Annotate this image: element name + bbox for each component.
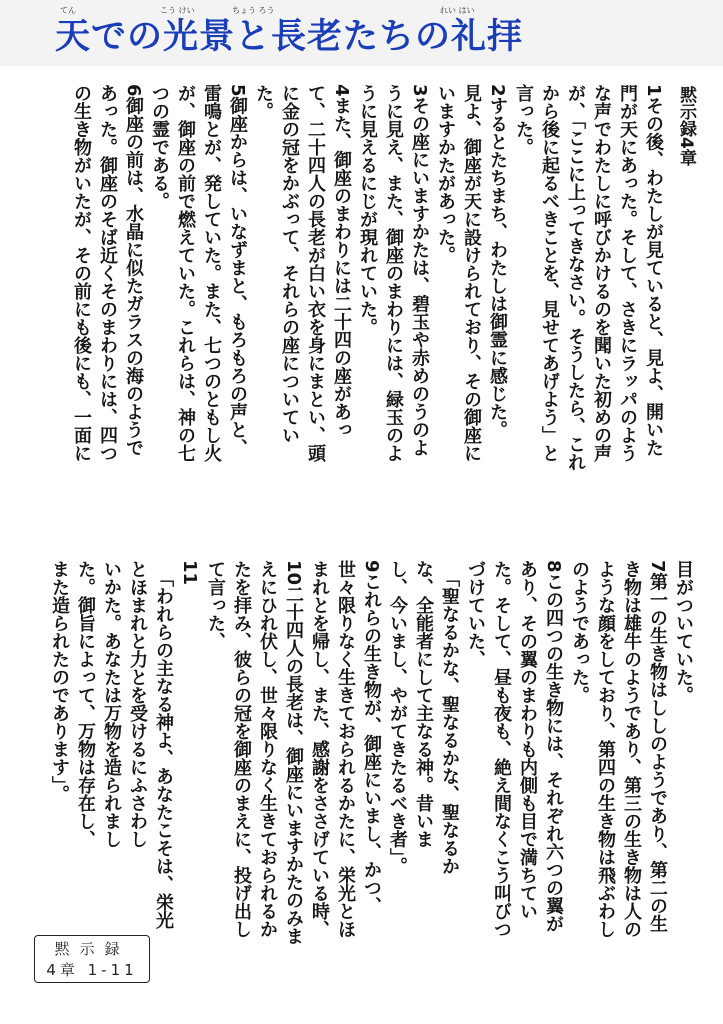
stamp-book: 黙示録 [54,940,130,958]
text-column: の生き物がいたが、その前にも後にも、一面に [71,84,92,462]
title-ruby: てん [60,6,76,15]
text-column: 6御座の前は、水晶に似たガラスの海のようで [123,84,144,457]
text-column: 9これらの生き物が、御座にいまし、かつ、 [361,560,382,915]
stamp-range: 4章 1-11 [46,961,138,979]
title-ruby: こう けい [160,6,195,15]
text-column: 4また、御座のまわりには二十四の座があっ [331,84,352,439]
text-column: 「われらの主なる神よ、あなたこそは、栄光 [153,560,174,929]
text-column: から後に起るべきことを、見せてあげよう」と [539,84,560,462]
text-column: 11 [179,560,200,586]
text-column: まれとを帰し、また、感謝をささげている時、 [309,560,330,938]
title-ruby: ちょう ろう [232,6,275,15]
text-column: 世々限りなく生きておられるかたに、栄光とほ [335,560,356,938]
text-column: 2するとたちまち、わたしは御霊に感じた。 [487,84,508,439]
text-column: あった。御座のそば近くそのまわりには、四つ [97,84,118,462]
text-column: に金の冠をかぶって、それらの座についてい [279,84,300,444]
text-column: 7第一の生き物はししのようであり、第二の生 [647,560,668,933]
text-column: とほまれと力とを受けるにふさわし [127,560,148,848]
text-column: 門が天にあった。そして、さきにラッパのよう [617,84,638,462]
text-column: 1その後、わたしが見ていると、見よ、開いた [643,84,664,457]
title-ruby: れい はい [440,6,475,15]
text-column: た。 [253,84,274,120]
text-column: 「聖なるかな、聖なるかな、聖なるか [439,560,460,875]
text-column: し、今いまし、やがてきたるべき者」。 [387,560,408,875]
text-column: また造られたのであります」。 [49,560,70,803]
text-column: いかた。あなたは万物を造られまし [101,560,122,848]
text-column: が、「ここに上ってきなさい。そうしたら、これ [565,84,586,471]
text-column: のようであった。 [569,560,590,704]
text-column: て、二十四人の長老が白い衣を身にまとい、頭 [305,84,326,462]
text-column: 5御座からは、いなずまと、もろもろの声と、 [227,84,248,457]
text-column: たを拝み、彼らの冠を御座のまえに、投げ出し [231,560,252,938]
text-column: うに見えるにじが現れていた。 [357,84,378,336]
text-column: 3その座にいますかたは、碧玉や赤めのうのよ [409,84,430,457]
page-title: 天での光景と長老たちの礼拝 [55,17,524,57]
chapter-stamp [34,935,150,983]
text-column: ような顔をしており、第四の生き物は飛ぶわし [595,560,616,938]
text-column: 雷鳴とが、発していた。また、七つのともし火 [201,84,222,462]
text-column: が、御座の前で燃えていた。これらは、神の七 [175,84,196,462]
text-column: いますかたがあった。 [435,84,456,264]
text-column: 見よ、御座が天に設けられており、その御座に [461,84,482,462]
text-column: 10二十四人の長老は、御座にいますかたのみま [283,560,304,946]
text-column: うに見え、また、御座のまわりには、緑玉のよ [383,84,404,462]
text-column: えにひれ伏し、世々限りなく生きておられるか [257,560,278,938]
text-column: き物は雄牛のようであり、第三の生き物は人の [621,560,642,938]
text-column: な、全能者にして主なる神。昔いま [413,560,434,848]
text-column: 8この四つの生き物には、それぞれ六つの翼が [543,560,564,933]
text-column: た。そして、昼も夜も、絶え間なくこう叫びつ [491,560,512,938]
text-column: 言った。 [513,84,534,156]
text-column: な声でわたしに呼びかけるのを聞いた初めの声 [591,84,612,462]
text-column: つの霊である。 [149,84,170,210]
book-chapter-label: 黙示録4章 [676,86,696,166]
text-column: 目がついていた。 [673,560,694,704]
text-column: あり、その翼のまわりも内側も目で満ちてい [517,560,538,920]
text-column: た。御旨によって、万物は存在し、 [75,560,96,848]
text-column: て言った、 [205,560,226,650]
text-column: づけていた、 [465,560,486,668]
